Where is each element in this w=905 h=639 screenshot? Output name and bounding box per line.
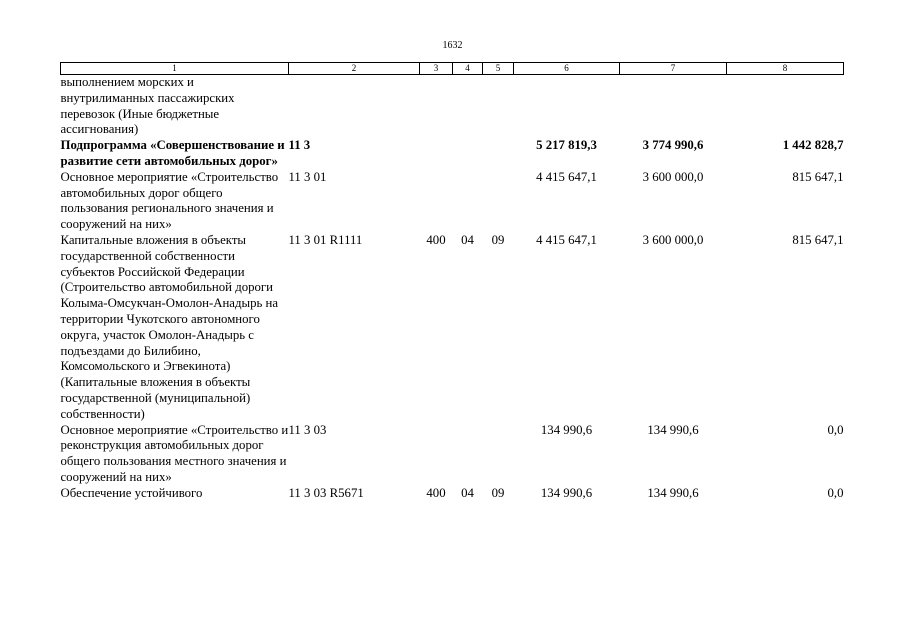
row-c3	[420, 170, 453, 233]
row-c4: 04	[461, 485, 474, 500]
row-amount-1	[514, 75, 620, 139]
table-row	[61, 170, 844, 233]
row-c5	[483, 423, 514, 486]
row-c4: 04	[461, 232, 474, 247]
row-name: Основное мероприятие «Строительство автомобильных дорог общего пользования регионального значения и сооружений на них»	[60, 169, 279, 232]
row-c4	[453, 423, 483, 486]
row-name: Капитальные вложения в объекты государственной собственности субъектов Российской Федерации (Строительство автомобильной дороги Колыма-Омсукчан-Омолон-Анадырь на территории Чукотского автономного округа, участок Омолон-Анадырь с подъездами до Билибино, Комсомольского и Эгвекинота) (Капитальные вложения в объекты государственной (муниципальной) собственности)	[60, 232, 279, 421]
row-c5: 09	[491, 485, 505, 500]
row-c5	[483, 170, 514, 233]
row-c3: 400	[426, 485, 446, 500]
column-number-header-row	[61, 63, 844, 75]
row-amount-1: 134 990,6	[540, 485, 593, 500]
row-c3	[420, 423, 453, 486]
row-c5	[483, 138, 514, 170]
row-name: Основное мероприятие «Строительство и реконструкция автомобильных дорог общего пользования местного значения и сооружений на них»	[60, 422, 289, 484]
row-amount-1: 134 990,6	[540, 422, 593, 437]
column-header: 1	[61, 63, 289, 75]
row-code: 11 3 01	[288, 169, 327, 184]
row-amount-1: 5 217 819,3	[536, 138, 597, 153]
row-code	[289, 75, 420, 139]
row-name: Подпрограмма «Совершенствование и развитие сети автомобильных дорог»	[60, 138, 285, 168]
table-row-subprogram	[61, 138, 844, 170]
row-code: 11 3 01 R1111	[288, 232, 363, 247]
column-header: 2	[289, 63, 420, 75]
row-amount-3: 0,0	[827, 422, 844, 437]
row-amount-2: 134 990,6	[647, 485, 699, 500]
row-amount-1: 4 415 647,1	[536, 232, 597, 247]
row-c3	[420, 138, 453, 170]
row-c3: 400	[426, 232, 446, 247]
row-c4	[453, 138, 483, 170]
row-name: выполнением морских и внутрилиманных пассажирских перевозок (Иные бюджетные ассигнования)	[60, 75, 235, 137]
column-header: 6	[514, 63, 620, 75]
row-code: 11 3	[288, 138, 311, 153]
row-amount-2: 3 600 000,0	[642, 169, 704, 184]
row-amount-3: 815 647,1	[792, 169, 844, 184]
row-c5	[483, 75, 514, 139]
row-c3	[420, 75, 453, 139]
column-header: 5	[483, 63, 514, 75]
column-header: 3	[420, 63, 453, 75]
page-number: 1632	[442, 40, 463, 51]
row-amount-2: 134 990,6	[647, 422, 699, 437]
table-row	[61, 233, 844, 423]
row-c4	[453, 170, 483, 233]
row-amount-3: 0,0	[827, 485, 844, 500]
column-header: 7	[620, 63, 727, 75]
table-row	[61, 75, 844, 139]
row-c5: 09	[491, 232, 505, 247]
row-amount-3	[727, 75, 844, 139]
table-row	[61, 423, 844, 486]
row-code: 11 3 03	[288, 422, 327, 437]
row-amount-3: 815 647,1	[792, 232, 844, 247]
row-c4	[453, 75, 483, 139]
row-code: 11 3 03 R5671	[288, 485, 364, 500]
row-amount-2: 3 774 990,6	[642, 138, 704, 153]
row-name: Обеспечение устойчивого	[60, 485, 203, 500]
column-header: 8	[727, 63, 844, 75]
table-row	[61, 486, 844, 502]
row-amount-2	[620, 75, 727, 139]
row-amount-2: 3 600 000,0	[642, 232, 704, 247]
budget-table	[60, 62, 844, 502]
row-amount-3: 1 442 828,7	[782, 138, 844, 153]
row-amount-1: 4 415 647,1	[536, 169, 597, 184]
column-header: 4	[453, 63, 483, 75]
